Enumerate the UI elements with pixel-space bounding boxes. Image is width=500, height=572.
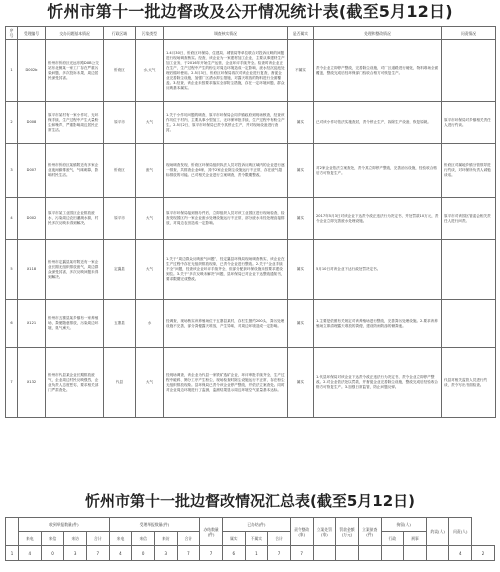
summary-value-cell: 7 bbox=[268, 546, 291, 561]
summary-value-cell bbox=[381, 546, 404, 561]
summary-header-accepted: 受理举报数量(件) bbox=[109, 518, 200, 532]
row-problem: 忻州市五寨县某乡镇有一家养殖场，粪便随意排放，污染周边环境，臭气熏天。 bbox=[46, 300, 104, 348]
row-number: 5 bbox=[6, 240, 18, 300]
summary-sub-header: 来信 bbox=[132, 532, 155, 546]
summary-header-invest: 立案侦查(件) bbox=[358, 518, 381, 546]
summary-header-detain: 拘留(人) bbox=[381, 518, 426, 532]
row-handling: 已对该小作坊依法实施查封，责令停止生产，拆除生产设备，恢复原貌。 bbox=[314, 102, 442, 144]
summary-sub-header: 属实 bbox=[222, 532, 245, 546]
row-type: 大气 bbox=[136, 240, 164, 300]
row-id: X118 bbox=[18, 240, 46, 300]
row-survey: 经现场调查，该企业为代县一家铁矿选矿企业，环评审批手续齐全，生产过程中破碎、筛分工序产生粉尘，现场检查时除尘设施运行不正常，存在粉尘无组织排放现象。县环保局已责令该企业停产整改，并依法立案查处。同时对企业周边环境进行了监测，监测结果显示周边环境空气质量基本达标。 bbox=[164, 348, 288, 418]
row-verified: 属实 bbox=[288, 198, 314, 240]
header-account: 问责情况 bbox=[442, 27, 496, 40]
summary-table-wrapper bbox=[5, 517, 495, 561]
summary-value-cell: 4 bbox=[109, 546, 132, 561]
summary-header-talk: 约谈(人) bbox=[426, 518, 449, 546]
table-row bbox=[6, 300, 496, 348]
summary-value-cell: 4 bbox=[449, 546, 472, 561]
row-type: 大气 bbox=[136, 102, 164, 144]
summary-header-blank bbox=[6, 518, 19, 546]
row-survey: 1.关于“周边群众反映废气问题”，经定襄县环保局现场调查核实，该企业在生产过程中存在无组织排放现象，已责令企业进行整改。2.关于“企业手续不全”问题，经查该企业环评手续齐全，但部分配套环保设施未按要求建设到位。3.关于“多次反映未解决”问题，县环保局已对企业下达整改通知书，要求限期完成整改。 bbox=[164, 240, 288, 300]
row-verified: 属实 bbox=[288, 102, 314, 144]
header-region: 行政区域 bbox=[104, 27, 136, 40]
summary-value-cell: 4 bbox=[19, 546, 42, 561]
row-region: 原平市 bbox=[104, 198, 136, 240]
row-problem: 原平市某工业园区企业排放废水，污染周边农田灌溉水源，村民多次反映未得到解决。 bbox=[46, 198, 104, 240]
row-problem: 忻州市忻府区某镇附近有多家企业夜间偷排废气，气味刺鼻，影响村民生活。 bbox=[46, 144, 104, 198]
row-account bbox=[442, 240, 496, 300]
detail-table bbox=[5, 26, 496, 418]
row-id: D008 bbox=[18, 102, 46, 144]
row-type: 水 bbox=[136, 300, 164, 348]
row-problem: 忻州市定襄县某村附近有一家企业长期无组织排放废气，周边群众深受其害，多次反映问题未得到解决。 bbox=[46, 240, 104, 300]
row-handling: 1.主要是依照有关规定对该养殖场进行整改，完善粪污处理设施。2.要求该养殖场立即清理露天堆放的粪便，建设防雨防渗的储粪池。 bbox=[314, 300, 442, 348]
summary-value-cell: 7 bbox=[177, 546, 200, 561]
summary-group-header-row bbox=[6, 518, 495, 532]
row-survey: 原平市环保局接到督办件后，立即组织人员对该工业园区进行现场检查，检查发现园区内一家企业废水处理设施运行不正常，部分废水未经处理直接排放，对周边农田造成一定影响。 bbox=[164, 198, 288, 240]
summary-sub-header: 合计 bbox=[177, 532, 200, 546]
row-type: 大气 bbox=[136, 198, 164, 240]
summary-sub-header: 行政 bbox=[381, 532, 404, 546]
row-verified: 不属实 bbox=[288, 40, 314, 102]
row-survey: 1.关于小作坊问题的调查，原平市环保局会同乡镇政府到现场核查，经查该作坊位于村内，主要从事小型加工，无环保审批手续，生产过程中有粉尘产生。2.5月2日，原平市环保局已责令其停止生产，并对现场设备进行查封。 bbox=[164, 102, 288, 144]
row-number: 7 bbox=[6, 348, 18, 418]
row-account: 忻府区对属地乡镇分管领导进行约谈，对环保所负责人诫勉谈话。 bbox=[442, 144, 496, 198]
summary-value-cell: 0 bbox=[132, 546, 155, 561]
summary-value-cell: 7 bbox=[290, 546, 313, 561]
row-survey: 1.4月30日，忻府区环保局、住建局、城管局等单位联合对投诉反映的问题进行现场调查核实。经查，该企业为一家建材加工企业，主要从事建材生产加工业务，于2016年开始生产运营，企业环评手续齐全。检查时该企业正在生产，生产过程中产生的粉尘对周边环境造成一定影响，废水经沉淀池处理后循环使用。2.5月3日，忻府区环保局再次对该企业进行复查，督促企业完善除尘设施，加强厂区洒水抑尘措施，对露天堆放的物料进行全面覆盖。3.经查，该企业未按要求落实全部防尘措施，存在一定环境问题，群众反映基本属实。 bbox=[164, 40, 288, 102]
table-row bbox=[6, 102, 496, 144]
summary-sub-header-row bbox=[6, 532, 495, 546]
row-problem: 忻州市忻府区光远东路DXB公交站东北侧某一家工厂存在严重污染问题，多次投诉未果，周边居民深受其害。 bbox=[46, 40, 104, 102]
table-row bbox=[6, 198, 496, 240]
summary-value-cell: 3 bbox=[64, 546, 87, 561]
summary-sub-header: 来访 bbox=[64, 532, 87, 546]
row-account: 原平市对该园区管委会相关责任人进行问责。 bbox=[442, 198, 496, 240]
row-account bbox=[442, 40, 496, 102]
table-row bbox=[6, 240, 496, 300]
row-account: 代县对相关监管人员进行约谈，责令写出书面检查。 bbox=[442, 348, 496, 418]
summary-header-account: 问责(人) bbox=[449, 518, 472, 546]
summary-value-cell: 6 bbox=[222, 546, 245, 561]
detail-table-header-row bbox=[6, 27, 496, 40]
summary-value-cell bbox=[313, 546, 336, 561]
page-title: 忻州市第十一批边督改及公开情况统计表(截至5月12日) bbox=[47, 2, 453, 21]
row-handling: 对2家企业依法立案查处，责令其立即停产整改，完善治污设施，经验收合格后方可恢复生产。 bbox=[314, 144, 442, 198]
summary-value-cell: 2 bbox=[472, 546, 495, 561]
row-number: 2 bbox=[6, 102, 18, 144]
summary-value-cell bbox=[336, 546, 359, 561]
summary-sub-header: 合计 bbox=[86, 532, 109, 546]
summary-header-rectify: 责令整改(家) bbox=[290, 518, 313, 546]
row-handling: 责令企业立即停产整改，完善除尘设施，对厂区道路进行硬化，物料堆场全面覆盖，整改完成后经环保部门验收合格方可恢复生产。 bbox=[314, 40, 442, 102]
summary-value-cell: 1 bbox=[245, 546, 268, 561]
summary-sub-header: 来访 bbox=[154, 532, 177, 546]
row-account bbox=[442, 300, 496, 348]
table-row bbox=[6, 144, 496, 198]
row-id: X121 bbox=[18, 300, 46, 348]
summary-value-cell bbox=[404, 546, 427, 561]
row-survey: 经调查，现场核实该养殖场位于五寨县某村，存栏生猪约200头，粪污处理设施不完善，部分粪便露天堆放，产生异味，对周边环境造成一定影响。 bbox=[164, 300, 288, 348]
detail-table-wrapper bbox=[5, 26, 495, 418]
row-handling: 5月10日对该企业下达行政处罚决定书。 bbox=[314, 240, 442, 300]
row-verified: 属实 bbox=[288, 240, 314, 300]
summary-header-fine: 罚款金额(万元) bbox=[336, 518, 359, 546]
summary-header-received: 收到举报数量(件) bbox=[19, 518, 110, 532]
header-survey: 调查核实情况 bbox=[164, 27, 288, 40]
row-type: 水,大气 bbox=[136, 40, 164, 102]
row-region: 忻府区 bbox=[104, 144, 136, 198]
row-problem: 忻州市代县某企业长期排放废气，企业周边村民反映强烈，企业负责人态度恶劣，要求相关部门严肃查处。 bbox=[46, 348, 104, 418]
summary-value-cell: 7 bbox=[86, 546, 109, 561]
summary-value-cell: 3 bbox=[154, 546, 177, 561]
table-row bbox=[6, 40, 496, 102]
summary-header-done: 办结数量(件) bbox=[200, 518, 223, 546]
summary-sub-header: 来电 bbox=[109, 532, 132, 546]
row-region: 代县 bbox=[104, 348, 136, 418]
row-type: 废气 bbox=[136, 144, 164, 198]
summary-header-finished: 已办结(件) bbox=[222, 518, 290, 532]
row-survey: 现场调查发现，忻府区环保局组织执法人员对投诉反映区域内的企业进行逐一排查，共排查企业6家，其中2家企业除尘设施运行不正常，存在废气超标排放的可能。已对相关企业进行立案调查，责令限期整改。 bbox=[164, 144, 288, 198]
row-number: 1 bbox=[6, 40, 18, 102]
row-id: X132 bbox=[18, 348, 46, 418]
row-verified: 属实 bbox=[288, 144, 314, 198]
header-type: 污染类型 bbox=[136, 27, 164, 40]
summary-value-cell bbox=[358, 546, 381, 561]
row-verified: 属实 bbox=[288, 348, 314, 418]
summary-sub-header: 来电 bbox=[19, 532, 42, 546]
row-type: 大气 bbox=[136, 348, 164, 418]
header-id: 受理编号 bbox=[18, 27, 46, 40]
header-seq: 序号 bbox=[6, 27, 18, 40]
header-true: 是否属实 bbox=[288, 27, 314, 40]
row-id: D002 bbox=[18, 198, 46, 240]
summary-sub-header: 来信 bbox=[41, 532, 64, 546]
summary-value-cell bbox=[426, 546, 449, 561]
summary-title: 忻州市第十一批边督改情况汇总表(截至5月12日) bbox=[84, 492, 416, 510]
summary-sub-header: 刑事 bbox=[404, 532, 427, 546]
summary-table bbox=[5, 517, 495, 561]
table-row bbox=[6, 348, 496, 418]
row-region: 忻府区 bbox=[104, 40, 136, 102]
row-region: 定襄县 bbox=[104, 240, 136, 300]
summary-value-cell: 0 bbox=[41, 546, 64, 561]
row-region: 原平市 bbox=[104, 102, 136, 144]
summary-values-row bbox=[6, 546, 495, 561]
row-problem: 原平市某村有一家小作坊，无环保手续，生产过程中产生大量粉尘和噪声，严重影响周边居民正常生活。 bbox=[46, 102, 104, 144]
summary-header-case: 立案处罚(家) bbox=[313, 518, 336, 546]
row-number: 6 bbox=[6, 300, 18, 348]
summary-sub-header: 合计 bbox=[268, 532, 291, 546]
row-account: 原平市环保局对乡镇相关责任人进行约谈。 bbox=[442, 102, 496, 144]
summary-value-cell: 7 bbox=[200, 546, 223, 561]
row-id: D002b bbox=[18, 40, 46, 102]
row-id: D007 bbox=[18, 144, 46, 198]
row-number: 4 bbox=[6, 198, 18, 240]
summary-row-marker: 1 bbox=[6, 546, 19, 561]
summary-sub-header: 不属实 bbox=[245, 532, 268, 546]
header-handling: 处理和整改情况 bbox=[314, 27, 442, 40]
header-problem: 交办问题基本情况 bbox=[46, 27, 104, 40]
row-number: 3 bbox=[6, 144, 18, 198]
row-verified: 属实 bbox=[288, 300, 314, 348]
row-handling: 2017年5月3日对该企业下达责令改正违法行为决定书，并处罚款10万元，责令企业立即完善废水处理设施。 bbox=[314, 198, 442, 240]
row-handling: 1.代县环保局对该企业下达责令改正违法行为决定书，责令企业立即停产整改。2.对企业依法处以罚款，并督促企业完善除尘设施，整改完成后经验收合格方可恢复生产。3.加强日常监管，防止问题反弹。 bbox=[314, 348, 442, 418]
row-region: 五寨县 bbox=[104, 300, 136, 348]
